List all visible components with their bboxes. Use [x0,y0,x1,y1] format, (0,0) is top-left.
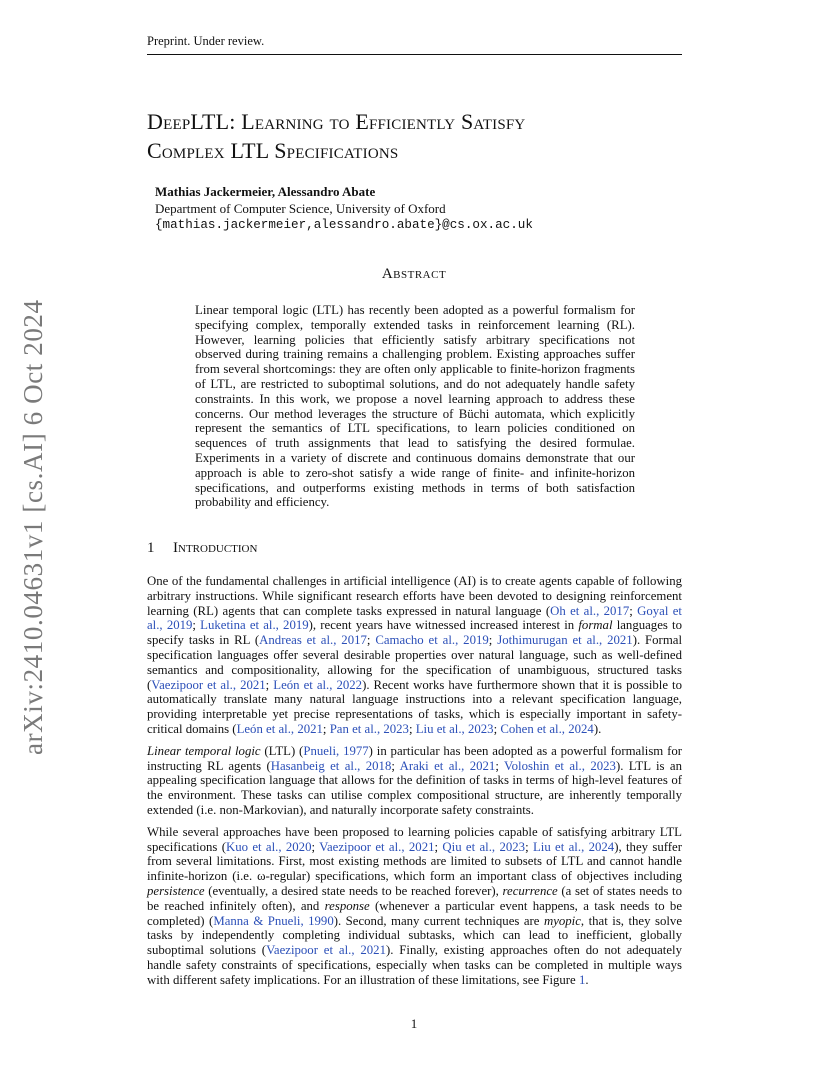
page-number: 1 [410,1016,418,1031]
citation-link[interactable]: Liu et al., 2023 [415,721,494,736]
intro-paragraph-2 [147,744,682,818]
running-header: Preprint. Under review. [147,34,682,55]
abstract-text: Linear temporal logic (LTL) has recently been adopted as a powerful formalism for specifying complex, temporally extended tasks in reinforcement learning (RL). However, learning policies that efficiently satisfy arbitrary specifications not observed during training remains a challenging problem. Existing approaches suffer from several shortcomings: they are often only applicable to finite-horizon fragments of LTL, are restricted to suboptimal solutions, and do not adequately handle safety constraints. In this work, we propose a novel learning approach to address these concerns. Our method leverages the structure of Büchi automata, which explicitly represent the semantics of LTL specifications, to learn policies conditioned on sequences of truth assignments that lead to satisfying the desired formulae. Experiments in a variety of discrete and continuous domains demonstrate that our approach is able to zero-shot satisfy a wide range of finite- and infinite-horizon specifications, and outperforms existing methods in terms of both satisfaction probability and efficiency. [195,303,635,510]
text-run: ). Recent works have furthermore shown that it is possible to automatically translate many natural language instructions into a relevant specification language, providing interpretable yet precise representations of tasks, which is especially important in safety-critical domains ( [147,677,682,736]
text-run: ; [525,839,533,854]
emphasis: persistence [147,883,205,898]
text-run: ; [311,839,320,854]
citation-link[interactable]: Oh et al., 2017 [550,603,630,618]
citation-link[interactable]: Vaezipoor et al., 2021 [266,943,386,958]
author-email: {mathias.jackermeier,alessandro.abate}@cs.ox.ac.uk [155,218,533,232]
text-run: ). [593,721,602,736]
emphasis: myopic [543,913,581,928]
citation-link[interactable]: León et al., 2021 [236,721,323,736]
emphasis: Linear temporal logic [147,743,261,758]
text-run: ; [495,758,505,773]
text-run: One of the fundamental challenges in artificial intelligence (AI) is to create agents capable of following arbitrary instructions. While significant research efforts have been devoted to designing reinforcement learning (RL) agents that can complete tasks expressed in natural language ( [147,574,682,618]
text-run: . [585,972,589,987]
text-run: ; [488,633,498,648]
text-run: ; [434,839,443,854]
title-line-1: DeepLTL: Learning to Efficiently Satisfy [147,109,526,134]
emphasis: response [324,898,370,913]
text-run: While several approaches have been proposed to learning policies capable of satisfying arbitrary LTL specifications ( [147,824,682,854]
citation-link[interactable]: Cohen et al., 2024 [500,721,594,736]
text-run: ). LTL is an appealing specification language that allows for the definition of tasks in terms of high-level features of the environment. These tasks can utilise complex compositional structure, are inherently temporally extended (i.e. non-Markovian), and naturally incorporate safety constraints. [147,758,682,817]
text-run: ; [391,758,400,773]
text-run: (a set of states needs to be reached infinitely often), and [147,883,682,913]
citation-link[interactable]: Manna & Pnueli, 1990 [213,913,334,928]
citation-link[interactable]: Luketina et al., 2019 [200,618,309,633]
text-run: languages to specify tasks in RL ( [147,618,682,648]
text-run: ; [408,721,416,736]
citation-link[interactable]: Vaezipoor et al., 2021 [151,677,266,692]
text-run: ) in particular has been adopted as a powerful formalism for instructing RL agents ( [147,743,683,773]
text-run: ). Finally, existing approaches often do not adequately handle safety constraints of specifications, especially when tasks can be completed in multiple ways with different safety implications. For an illustration of these limitations, see Figure [147,943,682,987]
text-run: ; [265,677,274,692]
emphasis: recurrence [502,883,558,898]
section-heading [147,540,257,557]
text-run: (whenever a particular event happens, a task needs to be completed) ( [147,898,682,928]
body-text [147,574,682,995]
citation-link[interactable]: Andreas et al., 2017 [259,633,367,648]
text-run: ), recent years have witnessed increased interest in [308,618,579,633]
author-affiliation: Department of Computer Science, University of Oxford [155,201,446,216]
citation-link[interactable]: Pnueli, 1977 [303,743,369,758]
title-line-2: Complex LTL Specifications [147,138,399,163]
citation-link[interactable]: León et al., 2022 [273,677,363,692]
section-number: 1 [147,540,155,556]
author-block [155,183,533,234]
text-run: (eventually, a desired state needs to be reached forever), [204,883,503,898]
citation-link[interactable]: Araki et al., 2021 [399,758,496,773]
section-title: Introduction [173,540,258,556]
text-run: ; [322,721,330,736]
citation-link[interactable]: Hasanbeig et al., 2018 [270,758,392,773]
emphasis: formal [578,618,613,633]
citation-link[interactable]: Vaezipoor et al., 2021 [319,839,435,854]
text-run: ), they suffer from several limitations. First, most existing methods are limited to subsets of LTL and cannot handle infinite-horizon (i.e. ω-regular) specifications, which form an important class of objectives including [147,839,682,884]
text-run: ; [366,633,376,648]
citation-link[interactable]: Kuo et al., 2020 [225,839,312,854]
citation-link[interactable]: Qiu et al., 2023 [442,839,526,854]
intro-paragraph-1 [147,574,682,737]
arxiv-identifier: arXiv:2410.04631v1 [cs.AI] 6 Oct 2024 [18,299,48,755]
text-run: ; [192,618,201,633]
citation-link[interactable]: Voloshin et al., 2023 [504,758,616,773]
citation-link[interactable]: Camacho et al., 2019 [375,633,489,648]
abstract-heading: Abstract [381,266,447,282]
text-run: ). Second, many current techniques are [333,913,544,928]
text-run: ; [629,603,638,618]
author-names: Mathias Jackermeier, Alessandro Abate [155,184,376,199]
citation-link[interactable]: Pan et al., 2023 [329,721,409,736]
citation-link[interactable]: Jothimurugan et al., 2021 [497,633,633,648]
text-run: ; [493,721,501,736]
text-run: ). Formal specification languages offer several desirable properties over natural language, such as well-defined semantics and compositionality, allowing for the specification of unambiguous, structured tasks ( [147,633,683,692]
citation-link[interactable]: Goyal et al., 2019 [147,603,682,633]
intro-paragraph-3 [147,825,682,988]
citation-link[interactable]: Liu et al., 2024 [532,839,615,854]
text-run: , that is, they solve tasks by independently completing individual subtasks, which can lead to inefficient, globally suboptimal solutions ( [147,913,682,958]
paper-title [147,107,707,165]
text-run: (LTL) ( [260,743,304,758]
figure-reference-link[interactable]: 1 [578,972,586,987]
